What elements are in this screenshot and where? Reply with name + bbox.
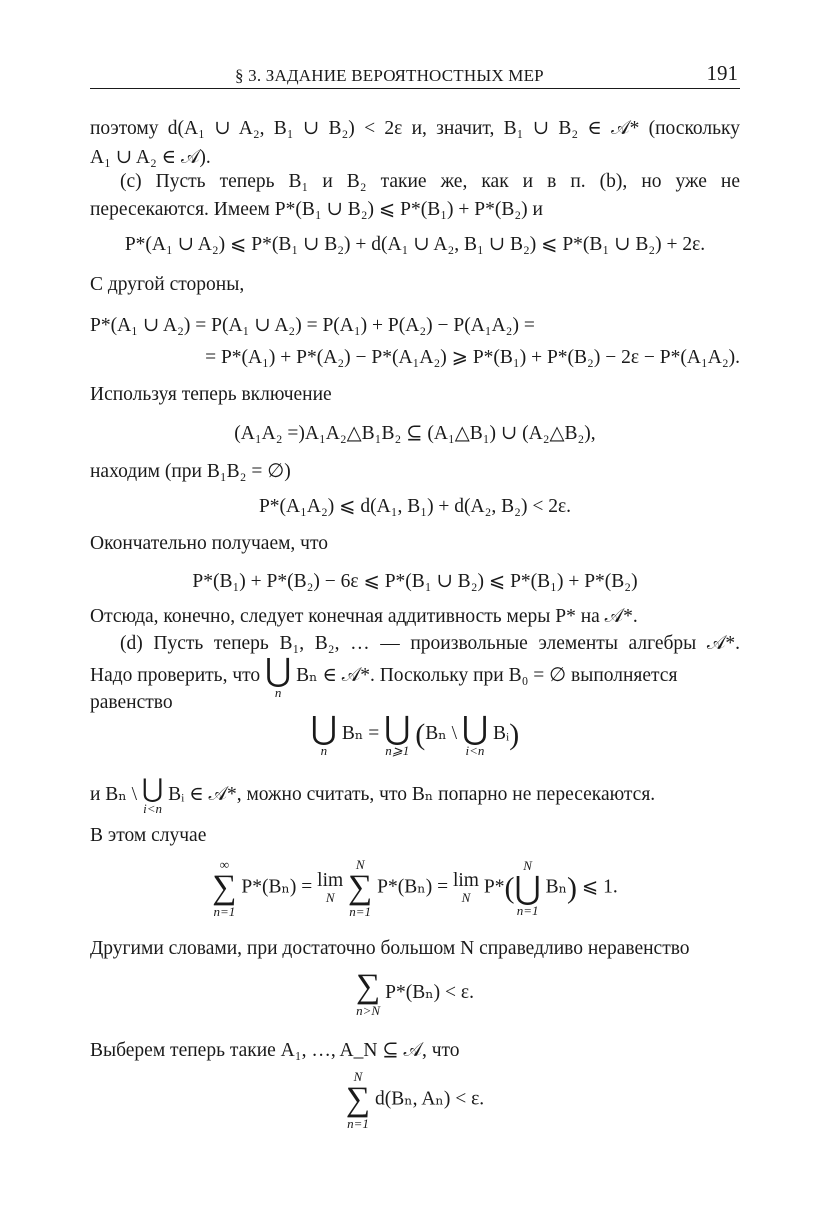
left-paren: (: [504, 871, 515, 905]
text-fragment: Надо проверить, что: [90, 664, 261, 686]
union-operator: [311, 712, 337, 757]
formula: = P*(A₁) + P*(A₂) − P*(A₁A₂) ⩾ P*(B₁) + P*(B₂) − 2ε − P*(A₁A₂).: [205, 347, 740, 368]
right-paren: ): [567, 871, 578, 905]
operator-subscript: n: [274, 685, 282, 700]
running-head: [90, 58, 740, 89]
formula: P*(A₁ ∪ A₂) ⩽ P*(B₁ ∪ B₂) + d(A₁ ∪ A₂, B₁ ∪ B₂) ⩽ P*(B₁ ∪ B₂) + 2ε.: [124, 234, 706, 255]
text-line: В этом случае: [90, 825, 207, 846]
text-fragment: и Bₙ \: [90, 783, 138, 805]
operator-subscript: n⩾1: [385, 743, 410, 758]
right-paren: ): [509, 717, 520, 751]
text-line: A₁ ∪ A₂ ∈ 𝒜).: [90, 147, 211, 168]
text-line: Отсюда, конечно, следует конечная аддитивность меры P* на 𝒜*.: [90, 606, 638, 627]
text-line: поэтому d(A₁ ∪ A₂, B₁ ∪ B₂) < 2ε и, значит, B₁ ∪ B₂ ∈ 𝒜* (поскольку: [90, 118, 740, 139]
sum-operator: [346, 1070, 370, 1130]
sum-operator: [348, 858, 372, 918]
formula-fragment: Bₙ \: [425, 722, 457, 744]
formula: [90, 1070, 740, 1130]
formula-fragment: ⩽ 1.: [581, 876, 618, 898]
page-number: 191: [706, 61, 738, 85]
limit-operator: [453, 871, 479, 905]
text-line: Другими словами, при достаточно большом N справедливо неравенство: [90, 938, 690, 959]
operator-subscript: i<n: [143, 801, 163, 816]
text-line: Используя теперь включение: [90, 384, 332, 405]
limit-subscript: N: [325, 890, 335, 906]
operator-superscript: N: [355, 857, 365, 872]
text-fragment: Bₙ ∈ 𝒜*. Поскольку при B₀ = ∅ выполняется: [296, 664, 678, 686]
sum-symbol: ∑: [348, 869, 373, 906]
text-line: (c) Пусть теперь B₁ и B₂ такие же, как и в п. (b), но уже не: [120, 171, 740, 192]
operator-subscript: n=1: [516, 903, 539, 918]
lim-symbol: lim: [317, 869, 344, 891]
formula-fragment: Bₙ =: [341, 722, 380, 744]
text-line: пересекаются. Имеем P*(B₁ ∪ B₂) ⩽ P*(B₁) + P*(B₂) и: [90, 199, 543, 220]
sum-operator: [356, 970, 380, 1017]
operator-subscript: n>N: [356, 1003, 381, 1018]
sum-symbol: ∑: [212, 869, 237, 906]
formula-fragment: P*(Bₙ) < ε.: [385, 981, 474, 1003]
limit-operator: [317, 871, 343, 905]
formula: [90, 858, 740, 918]
operator-subscript: n=1: [347, 1116, 369, 1131]
union-symbol: ⋃: [141, 774, 164, 803]
text-line: С другой стороны,: [90, 274, 245, 295]
text-line: находим (при B₁B₂ = ∅): [90, 461, 291, 482]
union-symbol: ⋃: [265, 652, 292, 688]
formula: P*(A₁ ∪ A₂) = P(A₁ ∪ A₂) = P(A₁) + P(A₂) − P(A₁A₂) =: [90, 315, 535, 336]
formula-fragment: d(Bₙ, Aₙ) < ε.: [374, 1088, 485, 1110]
operator-superscript: N: [523, 858, 532, 873]
formula: P*(A₁A₂) ⩽ d(A₁, B₁) + d(A₂, B₂) < 2ε.: [258, 496, 572, 517]
text-line: равенство: [90, 692, 173, 713]
operator-superscript: ∞: [219, 857, 230, 872]
operator-subscript: n: [320, 743, 328, 758]
union-operator: [142, 776, 163, 815]
formula-fragment: P*(Bₙ) =: [377, 876, 449, 898]
union-operator: [384, 712, 410, 757]
formula-fragment: P*(Bₙ) =: [241, 876, 313, 898]
sum-symbol: ∑: [356, 968, 381, 1005]
formula-fragment: Bₙ: [545, 876, 568, 898]
limit-subscript: N: [461, 890, 471, 906]
formula-fragment: P*: [483, 876, 505, 898]
text-line: Окончательно получаем, что: [90, 533, 329, 554]
operator-subscript: n=1: [213, 904, 236, 919]
book-page: [90, 0, 740, 1210]
left-paren: (: [415, 717, 426, 751]
text-line: Выберем теперь такие A₁, …, A_N ⊆ 𝒜, что: [90, 1040, 460, 1061]
text-fragment: Bᵢ ∈ 𝒜*, можно считать, что Bₙ попарно не пересекаются.: [168, 783, 656, 805]
formula: [90, 712, 740, 757]
union-symbol: ⋃: [461, 710, 489, 746]
union-operator: [514, 859, 540, 917]
operator-subscript: i<n: [465, 743, 485, 758]
formula: [90, 970, 740, 1017]
text-line: [90, 776, 740, 815]
union-symbol: ⋃: [384, 710, 411, 746]
formula-fragment: Bᵢ: [493, 722, 510, 744]
formula: (A₁A₂ =)A₁A₂△B₁B₂ ⊆ (A₁△B₁) ∪ (A₂△B₂),: [234, 423, 596, 444]
sum-symbol: ∑: [345, 1081, 371, 1118]
text-line: (d) Пусть теперь B₁, B₂, … — произвольные элементы алгебры 𝒜*.: [120, 633, 740, 654]
sum-operator: [212, 858, 236, 918]
union-operator: [462, 712, 488, 757]
union-symbol: ⋃: [310, 710, 338, 746]
operator-superscript: N: [353, 1069, 363, 1084]
lim-symbol: lim: [452, 869, 479, 891]
formula: P*(B₁) + P*(B₂) − 6ε ⩽ P*(B₁ ∪ B₂) ⩽ P*(B₁) + P*(B₂): [192, 571, 638, 592]
operator-subscript: n=1: [349, 904, 372, 919]
union-symbol: ⋃: [514, 870, 541, 906]
section-title: § 3. ЗАДАНИЕ ВЕРОЯТНОСТНЫХ МЕР: [235, 66, 544, 85]
